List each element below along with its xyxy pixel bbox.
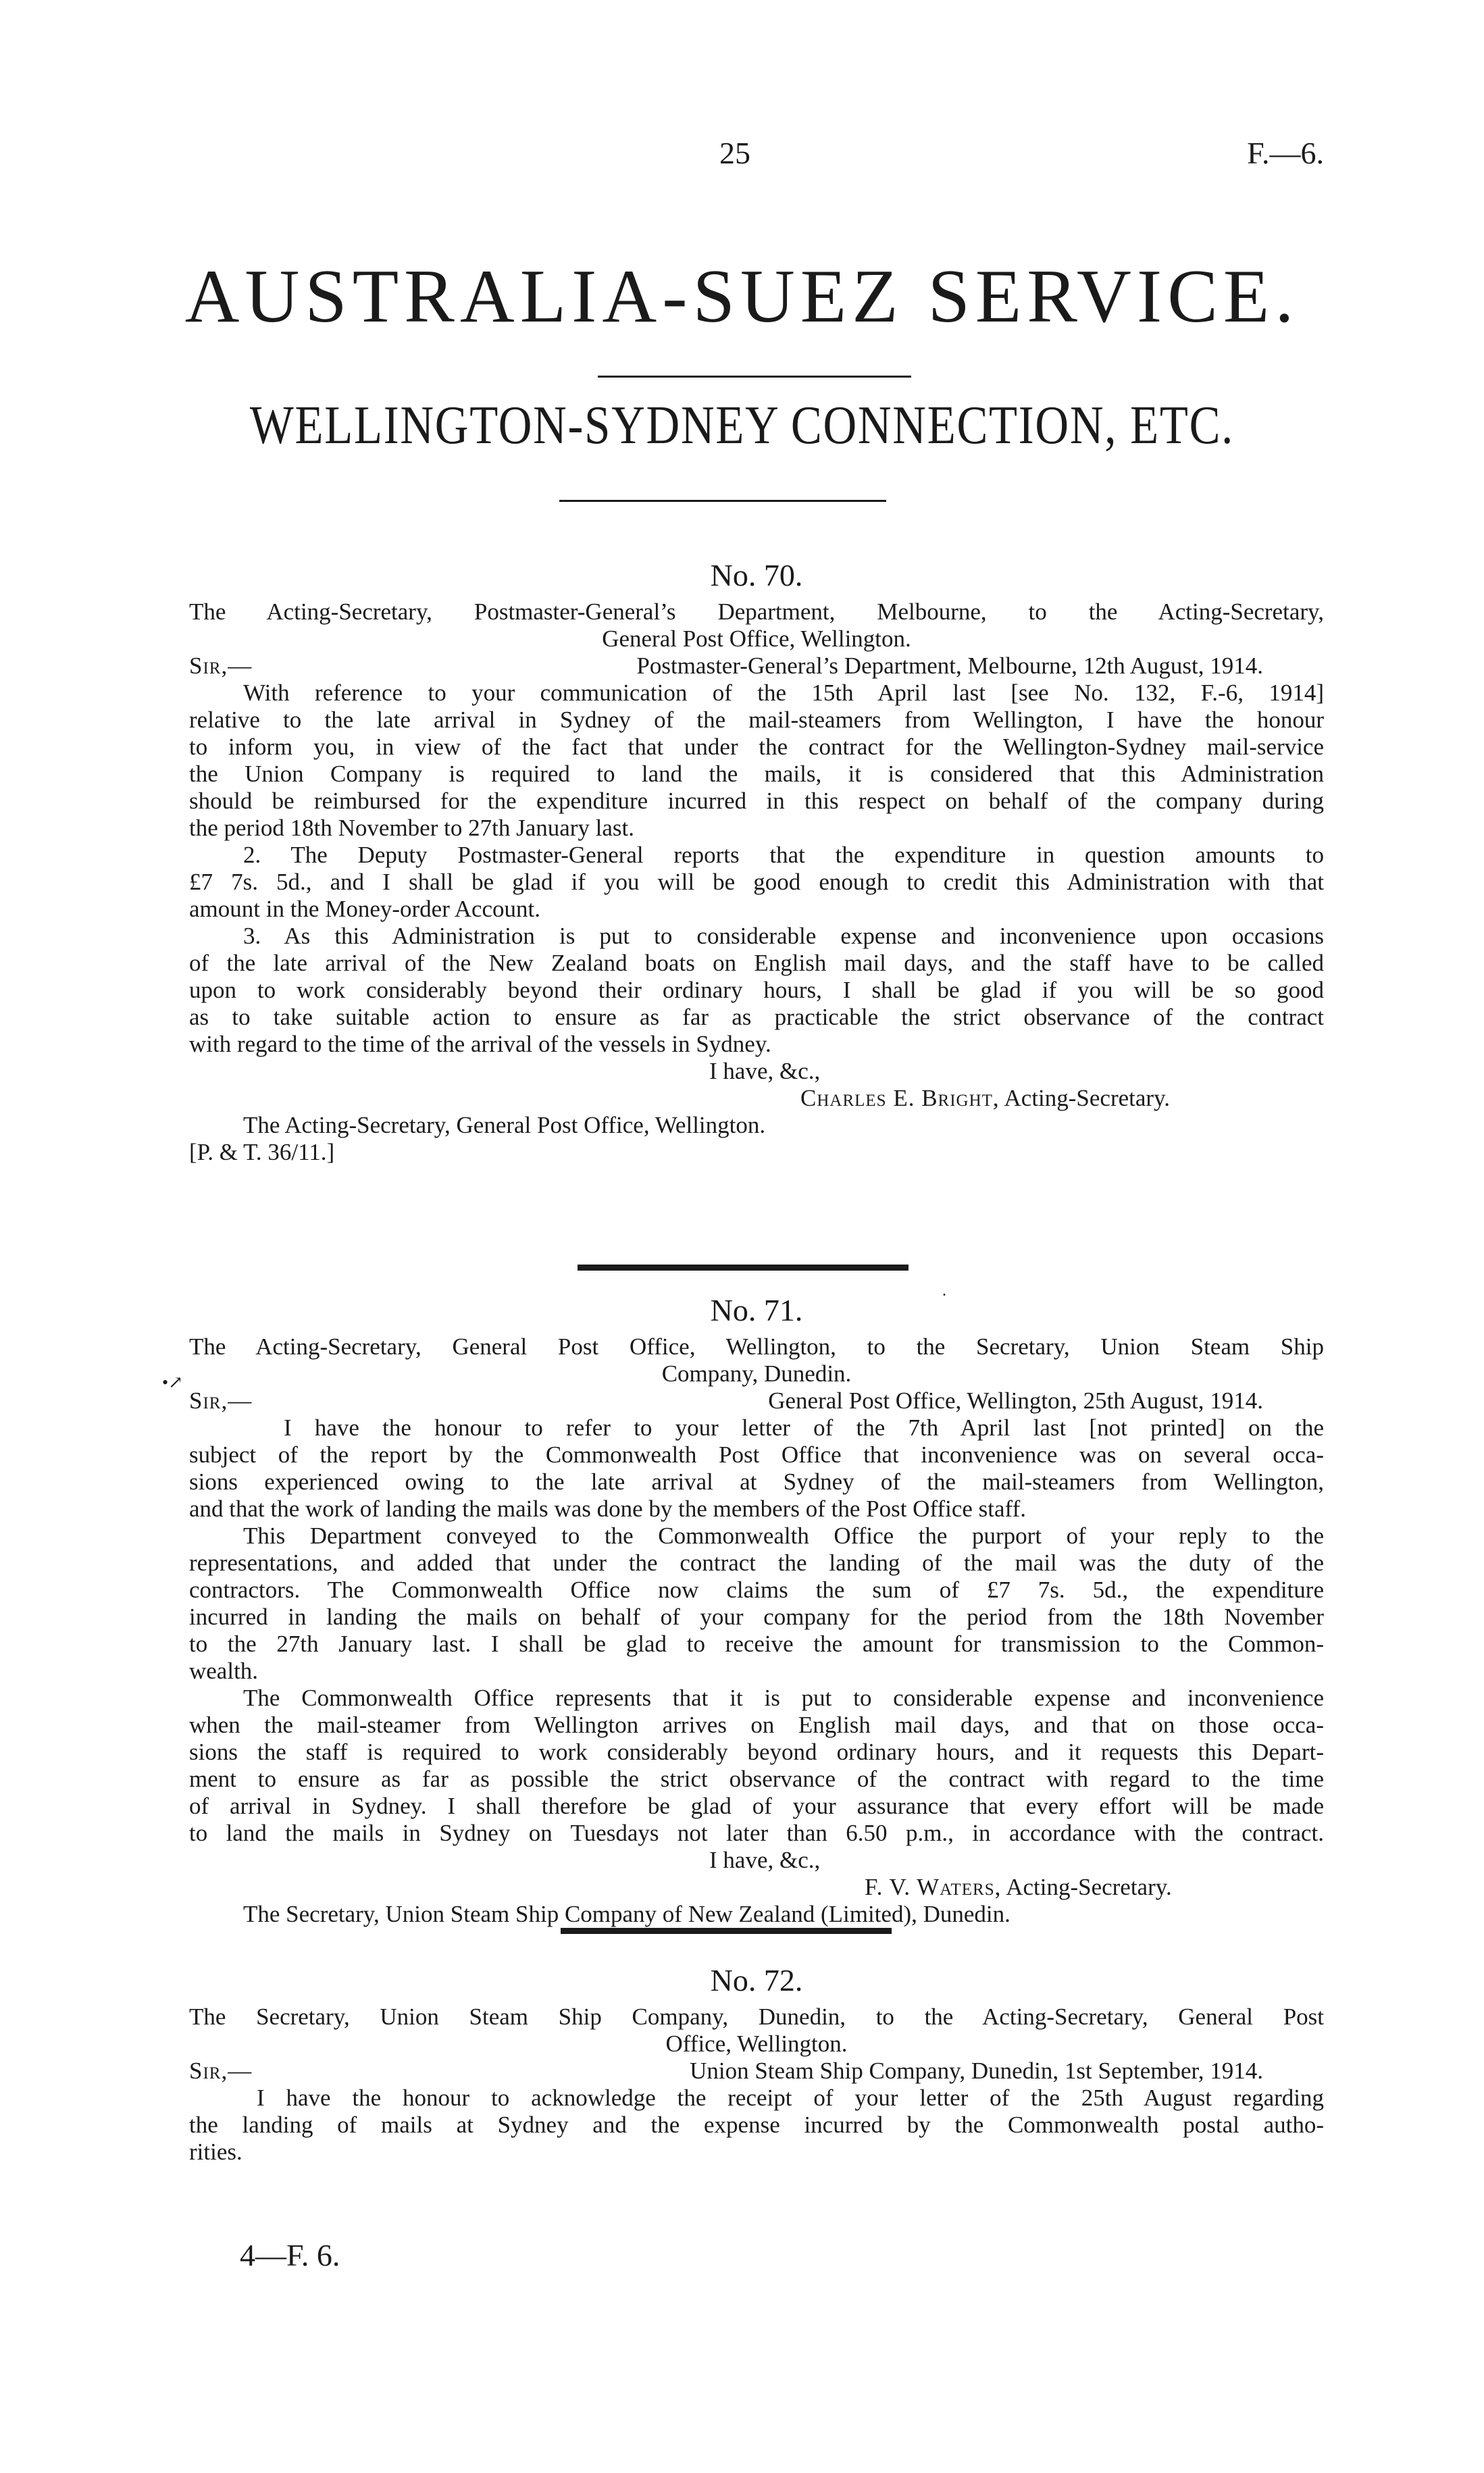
dateline: Postmaster-General’s Department, Melbourne, 12th August, 1914. [636,653,1263,679]
letter-70 [189,553,1324,1166]
body-line: With reference to your communication of the 15th April last [see No. 132, F.-6, 1914] [243,680,1324,706]
section-divider [578,1265,909,1271]
body-line: of arrival in Sydney. I shall therefore be glad of your assurance that every effort will be made [189,1793,1324,1819]
main-title: AUSTRALIA-SUEZ SERVICE. [184,255,1300,338]
addressee: The Secretary, Union Steam Ship Company of New Zealand (Limited), Dunedin. [243,1901,1010,1927]
file-reference: [P. & T. 36/11.] [189,1139,335,1165]
body-line: should be reimbursed for the expenditure incurred in this respect on behalf of the company during [189,788,1324,814]
body-line: the Union Company is required to land the mails, it is considered that this Administration [189,761,1324,787]
letter-number: No. 72. [710,1963,803,1997]
dateline: Union Steam Ship Company, Dunedin, 1st September, 1914. [690,2058,1263,2084]
document-reference: F.—6. [1247,136,1324,170]
body-line: 2. The Deputy Postmaster-General reports that the expenditure in question amounts to [243,842,1324,868]
page-header [189,135,1324,176]
signature [189,1874,1324,1901]
body-line: £7 7s. 5d., and I shall be glad if you will be good enough to credit this Administration with that [189,869,1324,895]
salutation: Sir,— [189,1387,253,1414]
body-line: the period 18th November to 27th January last. [189,815,635,841]
body-line: ment to ensure as far as possible the strict observance of the contract with regard to the time [189,1766,1324,1792]
signature-name: F. V. Waters, [865,1874,1002,1900]
closing: I have, &c., [709,1847,821,1873]
body-line: of the late arrival of the New Zealand boats on English mail days, and the staff have to be called [189,950,1324,976]
signature [189,1085,1324,1112]
body-line: to the 27th January last. I shall be glad to receive the amount for transmission to the Common- [189,1631,1324,1657]
closing: I have, &c., [709,1058,821,1084]
letter-number: No. 71. [710,1293,803,1327]
body-line: rities. [189,2139,242,2165]
printer-signature-mark: 4—F. 6. [240,2238,340,2272]
salutation-row [189,653,1324,680]
salutation: Sir,— [189,2058,253,2084]
letter-heading-line: General Post Office, Wellington. [602,626,911,652]
signature-title: Acting-Secretary. [1006,1874,1172,1900]
margin-mark: •↗ [162,1373,183,1392]
body-line: contractors. The Commonwealth Office now claims the sum of £7 7s. 5d., the expenditure [189,1577,1324,1603]
body-line: to land the mails in Sydney on Tuesdays not later than 6.50 p.m., in accordance with the contract. [189,1820,1324,1846]
letter-heading-line: Company, Dunedin. [661,1360,852,1387]
signature-title: Acting-Secretary. [1004,1085,1171,1111]
body-line: incurred in landing the mails on behalf of your company for the period from the 18th November [189,1604,1324,1630]
signature-name: Charles E. Bright, [800,1085,1000,1111]
body-line: as to take suitable action to ensure as far as practicable the strict observance of the contract [189,1004,1324,1030]
body-line: representations, and added that under the contract the landing of the mail was the duty of the [189,1550,1324,1576]
body-line: to inform you, in view of the fact that under the contract for the Wellington-Sydney mail-service [189,734,1324,760]
letter-heading-line: The Acting-Secretary, Postmaster-General’s Department, Melbourne, to the Acting-Secretary, [189,598,1324,625]
body-line: amount in the Money-order Account. [189,896,541,922]
addressee: The Acting-Secretary, General Post Office, Wellington. [243,1112,766,1138]
body-line: sions experienced owing to the late arrival at Sydney of the mail-steamers from Wellington, [189,1469,1324,1495]
body-line: wealth. [189,1658,259,1684]
body-line: 3. As this Administration is put to considerable expense and inconvenience upon occasions [243,923,1324,949]
body-line: This Department conveyed to the Commonwealth Office the purport of your reply to the [243,1523,1324,1549]
body-line: sions the staff is required to work considerably beyond ordinary hours, and it requests this Depart- [189,1739,1324,1765]
body-line: relative to the late arrival in Sydney of the mail-steamers from Wellington, I have the honour [189,707,1324,733]
title-rule [598,376,911,378]
subtitle: WELLINGTON-SYDNEY CONNECTION, ETC. [249,396,1235,455]
salutation-row [189,1387,1324,1414]
body-line: when the mail-steamer from Wellington arrives on English mail days, and that on those occa- [189,1712,1324,1738]
letter-72 [189,1958,1324,2166]
print-speck: . [942,1282,946,1300]
dateline: General Post Office, Wellington, 25th August, 1914. [768,1387,1263,1414]
body-line: upon to work considerably beyond their ordinary hours, I shall be glad if you will be so good [189,977,1324,1003]
page-number: 25 [719,136,750,170]
salutation: Sir,— [189,653,253,679]
section-divider [561,1928,892,1934]
body-line: The Commonwealth Office represents that it is put to considerable expense and inconvenience [243,1685,1324,1711]
letter-number: No. 70. [710,558,803,592]
letter-heading-line: The Acting-Secretary, General Post Office, Wellington, to the Secretary, Union Steam Ship [189,1333,1324,1360]
body-line: I have the honour to acknowledge the receipt of your letter of the 25th August regarding [257,2085,1324,2111]
body-line: subject of the report by the Commonwealth Post Office that inconvenience was on several occa- [189,1442,1324,1468]
body-line: the landing of mails at Sydney and the expense incurred by the Commonwealth postal autho- [189,2112,1324,2138]
salutation-row [189,2058,1324,2085]
body-line: I have the honour to refer to your letter of the 7th April last [not printed] on the [284,1414,1324,1441]
letter-heading-line: The Secretary, Union Steam Ship Company, Dunedin, to the Acting-Secretary, General Post [189,2004,1324,2030]
subtitle-rule [559,500,886,502]
letter-heading-line: Office, Wellington. [665,2031,848,2057]
body-line: with regard to the time of the arrival of the vessels in Sydney. [189,1031,771,1057]
body-line: and that the work of landing the mails was done by the members of the Post Office staff. [189,1496,1026,1522]
letter-71 [189,1288,1324,1928]
